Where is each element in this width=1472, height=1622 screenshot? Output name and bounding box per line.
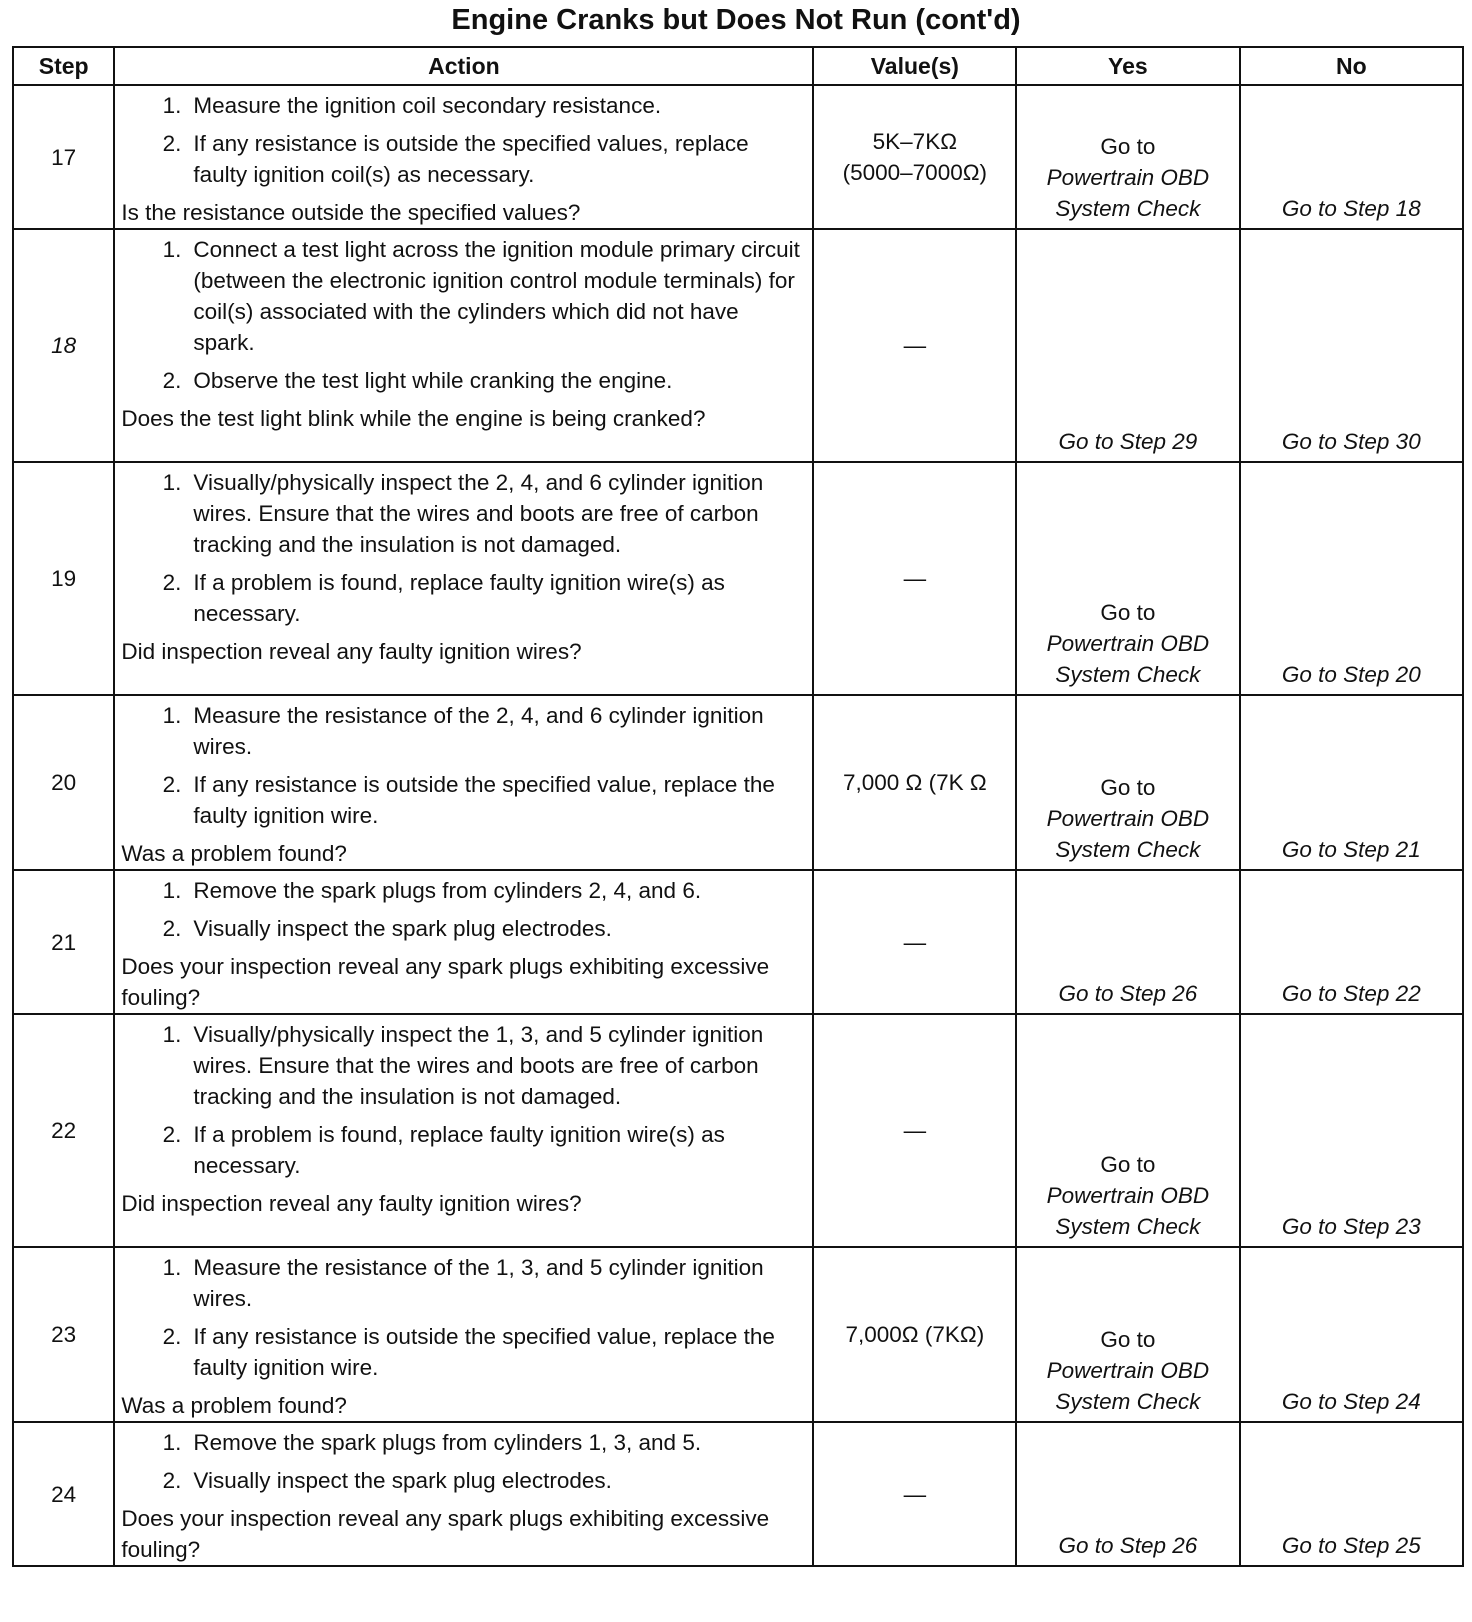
- action-cell: [114, 1422, 813, 1566]
- table-row: [13, 695, 1463, 870]
- table-header-row: [13, 47, 1463, 85]
- value-line: —: [903, 333, 927, 358]
- step-number: 24: [13, 1422, 114, 1566]
- action-question: Does your inspection reveal any spark plugs exhibiting excessive fouling?: [121, 954, 770, 1010]
- action-item: 1. Visually/physically inspect the 2, 4, and 6 cylinder ignition wires. Ensure that the wires and boots are free of carbon tracking and the insulation is not damaged.: [162, 470, 764, 557]
- action-question: Does your inspection reveal any spark plugs exhibiting excessive fouling?: [121, 1506, 770, 1562]
- table-row: [13, 870, 1463, 1014]
- action-cell: [114, 85, 813, 229]
- action-item: 1. Remove the spark plugs from cylinders 1, 3, and 5.: [162, 1430, 702, 1455]
- value-line: (5000–7000Ω): [842, 160, 988, 185]
- value-line: —: [903, 1481, 927, 1507]
- value-cell: [813, 229, 1016, 462]
- step-number: 17: [13, 85, 114, 229]
- header-no: No: [1240, 47, 1463, 85]
- value-cell: [813, 462, 1016, 695]
- value-line: 7,000Ω (7KΩ): [845, 1322, 985, 1347]
- action-item: 2. Observe the test light while cranking the engine.: [162, 368, 673, 393]
- action-item: 2. Visually inspect the spark plug electrodes.: [162, 1468, 612, 1493]
- no-cell: Go to Step 23: [1240, 1014, 1463, 1247]
- yes-cell: Go to Step 29: [1016, 229, 1239, 462]
- yes-cell: Go to Powertrain OBD System Check: [1016, 1014, 1239, 1247]
- header-yes: Yes: [1016, 47, 1239, 85]
- action-cell: [114, 1014, 813, 1247]
- value-line: 7,000 Ω (7K Ω: [842, 770, 987, 795]
- action-cell: [114, 1247, 813, 1422]
- action-item: 2. If any resistance is outside the specified values, replace faulty ignition coil(s) as necessary.: [162, 131, 749, 187]
- table-row: [13, 229, 1463, 462]
- action-question: Does the test light blink while the engine is being cranked?: [121, 406, 706, 431]
- value-cell: [813, 1422, 1016, 1566]
- action-item: 1. Measure the ignition coil secondary resistance.: [162, 93, 662, 118]
- value-line: 5K–7KΩ: [872, 129, 958, 154]
- yes-cell: Go to Step 26: [1016, 870, 1239, 1014]
- table-row: [13, 462, 1463, 695]
- action-question: Is the resistance outside the specified values?: [121, 200, 581, 225]
- action-item: 2. If a problem is found, replace faulty ignition wire(s) as necessary.: [162, 1122, 725, 1178]
- value-line: —: [903, 929, 927, 955]
- value-cell: [813, 1014, 1016, 1247]
- value-cell: [813, 695, 1016, 870]
- value-cell: [813, 870, 1016, 1014]
- table-row: [13, 1014, 1463, 1247]
- action-item: 1. Measure the resistance of the 2, 4, and 6 cylinder ignition wires.: [162, 703, 764, 759]
- action-question: Was a problem found?: [121, 1393, 347, 1418]
- header-values: Value(s): [813, 47, 1016, 85]
- action-item: 2. If any resistance is outside the specified value, replace the faulty ignition wire.: [162, 1324, 775, 1380]
- action-cell: [114, 462, 813, 695]
- step-number: 23: [13, 1247, 114, 1422]
- yes-cell: Go to Powertrain OBD System Check: [1016, 1247, 1239, 1422]
- action-item: 2. If any resistance is outside the specified value, replace the faulty ignition wire.: [162, 772, 775, 828]
- no-cell: Go to Step 21: [1240, 695, 1463, 870]
- action-cell: [114, 870, 813, 1014]
- step-number: 21: [13, 870, 114, 1014]
- action-question: Was a problem found?: [121, 841, 347, 866]
- action-question: Did inspection reveal any faulty ignition wires?: [121, 1191, 582, 1216]
- action-item: 1. Measure the resistance of the 1, 3, and 5 cylinder ignition wires.: [162, 1255, 764, 1311]
- step-number: 20: [13, 695, 114, 870]
- page-title: Engine Cranks but Does Not Run (cont'd): [451, 4, 1021, 36]
- yes-cell: Go to Powertrain OBD System Check: [1016, 462, 1239, 695]
- no-cell: Go to Step 24: [1240, 1247, 1463, 1422]
- table-row: [13, 1422, 1463, 1566]
- table-row: [13, 85, 1463, 229]
- no-cell: Go to Step 18: [1240, 85, 1463, 229]
- header-step: Step: [13, 47, 114, 85]
- value-cell: [813, 85, 1016, 229]
- action-cell: [114, 695, 813, 870]
- value-line: —: [903, 1118, 927, 1143]
- action-item: 2. Visually inspect the spark plug electrodes.: [162, 916, 612, 941]
- action-item: 1. Visually/physically inspect the 1, 3, and 5 cylinder ignition wires. Ensure that the wires and boots are free of carbon tracking and the insulation is not damaged.: [162, 1022, 764, 1109]
- value-line: —: [903, 566, 927, 591]
- table-row: [13, 1247, 1463, 1422]
- no-cell: Go to Step 25: [1240, 1422, 1463, 1566]
- yes-cell: Go to Powertrain OBD System Check: [1016, 85, 1239, 229]
- step-number: 18: [13, 229, 114, 462]
- step-number: 19: [13, 462, 114, 695]
- action-question: Did inspection reveal any faulty ignition wires?: [121, 639, 582, 664]
- diagnostic-table: [12, 46, 1464, 1567]
- yes-cell: Go to Powertrain OBD System Check: [1016, 695, 1239, 870]
- action-item: 2. If a problem is found, replace faulty ignition wire(s) as necessary.: [162, 570, 725, 626]
- action-item: 1. Remove the spark plugs from cylinders 2, 4, and 6.: [162, 878, 702, 903]
- no-cell: Go to Step 30: [1240, 229, 1463, 462]
- no-cell: Go to Step 22: [1240, 870, 1463, 1014]
- action-cell: [114, 229, 813, 462]
- action-item: 1. Connect a test light across the ignition module primary circuit (between the electronic ignition control module terminals) for coil(s) associated with the cylinders which did not have spark.: [162, 237, 800, 355]
- value-cell: [813, 1247, 1016, 1422]
- no-cell: Go to Step 20: [1240, 462, 1463, 695]
- header-action: Action: [114, 47, 813, 85]
- yes-cell: Go to Step 26: [1016, 1422, 1239, 1566]
- step-number: 22: [13, 1014, 114, 1247]
